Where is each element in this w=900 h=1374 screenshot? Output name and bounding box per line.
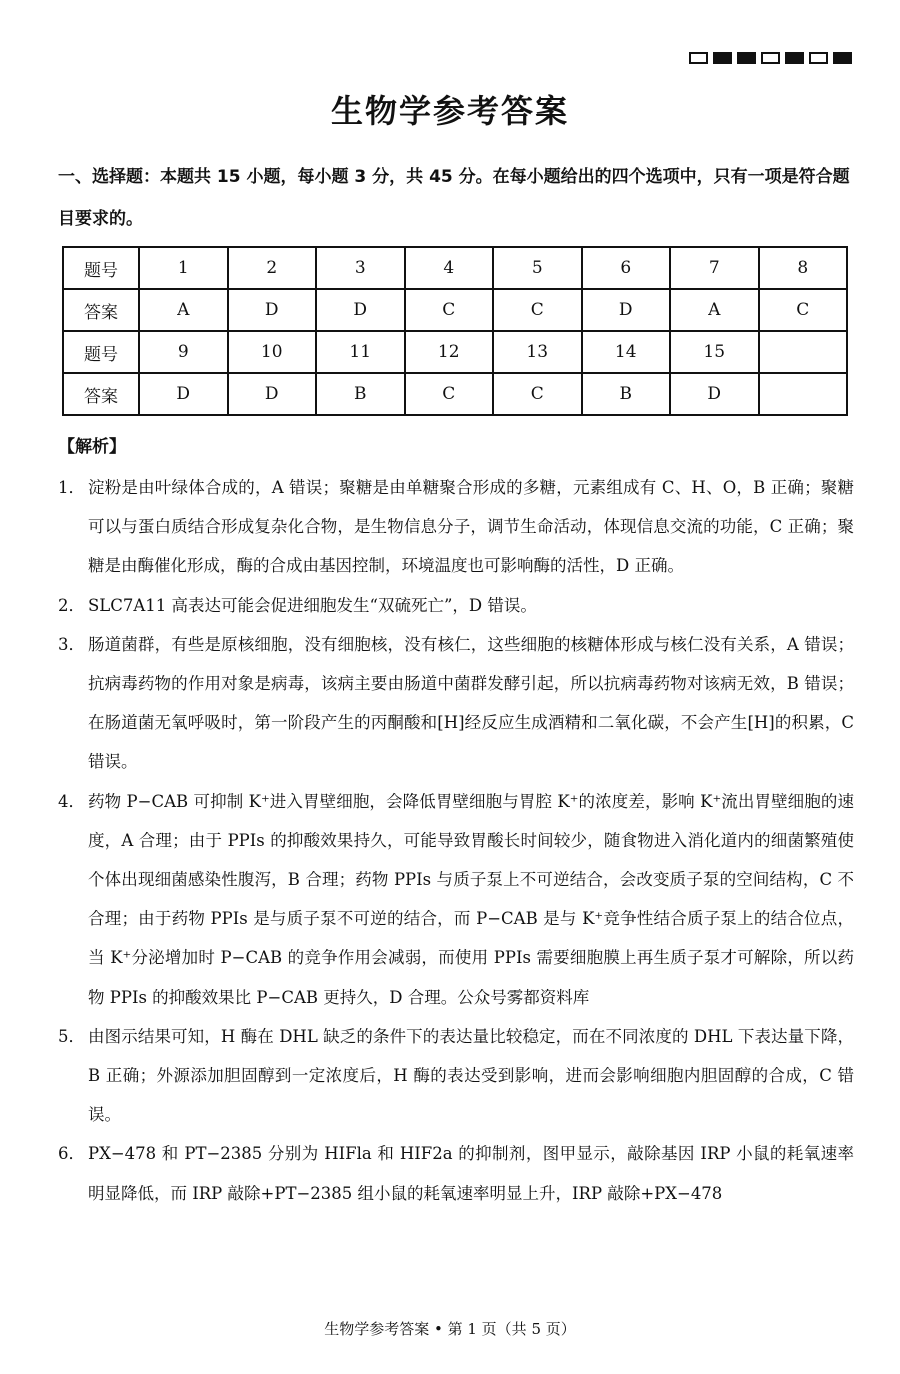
mark-5 [785, 52, 804, 64]
table-cell: C [405, 373, 494, 415]
table-cell: 7 [670, 247, 759, 289]
table-cell: 15 [670, 331, 759, 373]
list-item [58, 586, 854, 625]
table-cell [759, 373, 848, 415]
table-cell: D [582, 289, 671, 331]
table-cell: 1 [139, 247, 228, 289]
item-text: 淀粉是由叶绿体合成的，A 错误；聚糖是由单糖聚合形成的多糖，元素组成有 C、H、O，B 正确；聚糖可以与蛋白质结合形成复杂化合物，是生物信息分子，调节生命活动，体现信息交流的功能，C 正确；聚糖是由酶催化形成，酶的合成由基因控制，环境温度也可影响酶的活性，D 正确。 [88, 478, 854, 576]
item-number: 6． [58, 1144, 85, 1164]
list-item [58, 625, 854, 782]
analysis-list [58, 468, 854, 1213]
item-text: SLC7A11 高表达可能会促进细胞发生“双硫死亡”，D 错误。 [88, 595, 537, 615]
table-cell: 3 [316, 247, 405, 289]
section-1-heading: 一、选择题：本题共 15 小题，每小题 3 分，共 45 分。在每小题给出的四个选项中，只有一项是符合题目要求的。 [58, 167, 850, 229]
item-number: 3． [58, 634, 85, 654]
table-cell: 8 [759, 247, 848, 289]
table-cell: 题号 [63, 331, 139, 373]
item-number: 1． [58, 478, 85, 497]
table-cell: 4 [405, 247, 494, 289]
list-item [58, 1134, 854, 1212]
table-cell: D [228, 289, 317, 331]
mark-4 [761, 52, 780, 64]
list-item [58, 1017, 854, 1135]
list-item [58, 468, 854, 586]
table-cell: 13 [493, 331, 582, 373]
table-cell [759, 331, 848, 373]
table-cell: 题号 [63, 247, 139, 289]
analysis-label: 【解析】 [58, 437, 126, 457]
table-row [63, 247, 847, 289]
table-cell: D [670, 373, 759, 415]
item-number: 4． [58, 791, 85, 811]
table-cell: D [316, 289, 405, 331]
table-cell: 6 [582, 247, 671, 289]
mark-6 [809, 52, 828, 64]
table-cell: 答案 [63, 373, 139, 415]
table-cell: 9 [139, 331, 228, 373]
item-text: 肠道菌群，有些是原核细胞，没有细胞核，没有核仁，这些细胞的核糖体形成与核仁没有关系，A 错误；抗病毒药物的作用对象是病毒，该病主要由肠道中菌群发酵引起，所以抗病毒药物对该病无效，B 错误；在肠道菌无氧呼吸时，第一阶段产生的丙酮酸和[H]经反应生成酒精和二氧化碳，不会产生[H]的积累，C 错误。 [88, 634, 854, 772]
header-marks [689, 52, 852, 64]
item-text: 药物 P−CAB 可抑制 K⁺进入胃壁细胞，会降低胃壁细胞与胃腔 K⁺的浓度差，影响 K⁺流出胃壁细胞的速度，A 合理；由于 PPIs 的抑酸效果持久，可能导致胃酸长时间较少，随食物进入消化道内的细菌繁殖使个体出现细菌感染性腹泻，B 合理；药物 PPIs 与质子泵上不可逆结合，会改变质子泵的空间结构，C 不合理；由于药物 PPIs 是与质子泵不可逆的结合，而 P−CAB 是与 K⁺竞争性结合质子泵上的结合位点，当 K⁺分泌增加时 P−CAB 的竞争作用会减弱，而使用 PPIs 需要细胞膜上再生质子泵才可解除，所以药物 PPIs 的抑酸效果比 P−CAB 更持久，D 合理。公众号雾都资料库 [88, 791, 854, 1007]
item-number: 2． [58, 595, 85, 615]
table-cell: B [582, 373, 671, 415]
table-cell: C [493, 373, 582, 415]
page-title: 生物学参考答案 [330, 92, 569, 130]
table-cell: C [405, 289, 494, 331]
item-text: 由图示结果可知，H 酶在 DHL 缺乏的条件下的表达量比较稳定，而在不同浓度的 DHL 下表达量下降，B 正确；外源添加胆固醇到一定浓度后，H 酶的表达受到影响，进而会影响细胞内胆固醇的合成，C 错误。 [88, 1026, 854, 1125]
mark-3 [737, 52, 756, 64]
table-cell: 10 [228, 331, 317, 373]
table-cell: 12 [405, 331, 494, 373]
mark-1 [689, 52, 708, 64]
table-cell: 11 [316, 331, 405, 373]
list-item [58, 782, 854, 1017]
answer-table [62, 246, 848, 416]
table-cell: A [139, 289, 228, 331]
page-footer: 生物学参考答案 • 第 1 页（共 5 页） [324, 1320, 576, 1338]
table-row [63, 331, 847, 373]
table-cell: 5 [493, 247, 582, 289]
table-cell: C [493, 289, 582, 331]
table-cell: C [759, 289, 848, 331]
item-number: 5． [58, 1026, 85, 1046]
table-cell: 14 [582, 331, 671, 373]
mark-7 [833, 52, 852, 64]
table-row [63, 289, 847, 331]
table-cell: A [670, 289, 759, 331]
table-cell: 2 [228, 247, 317, 289]
mark-2 [713, 52, 732, 64]
table-row [63, 373, 847, 415]
table-cell: 答案 [63, 289, 139, 331]
table-cell: D [139, 373, 228, 415]
item-text: PX−478 和 PT−2385 分别为 HIFla 和 HIF2a 的抑制剂，图甲显示，敲除基因 IRP 小鼠的耗氧速率明显降低，而 IRP 敲除+PT−2385 组小鼠的耗氧速率明显上升，IRP 敲除+PX−478 [88, 1144, 854, 1203]
table-cell: B [316, 373, 405, 415]
table-cell: D [228, 373, 317, 415]
